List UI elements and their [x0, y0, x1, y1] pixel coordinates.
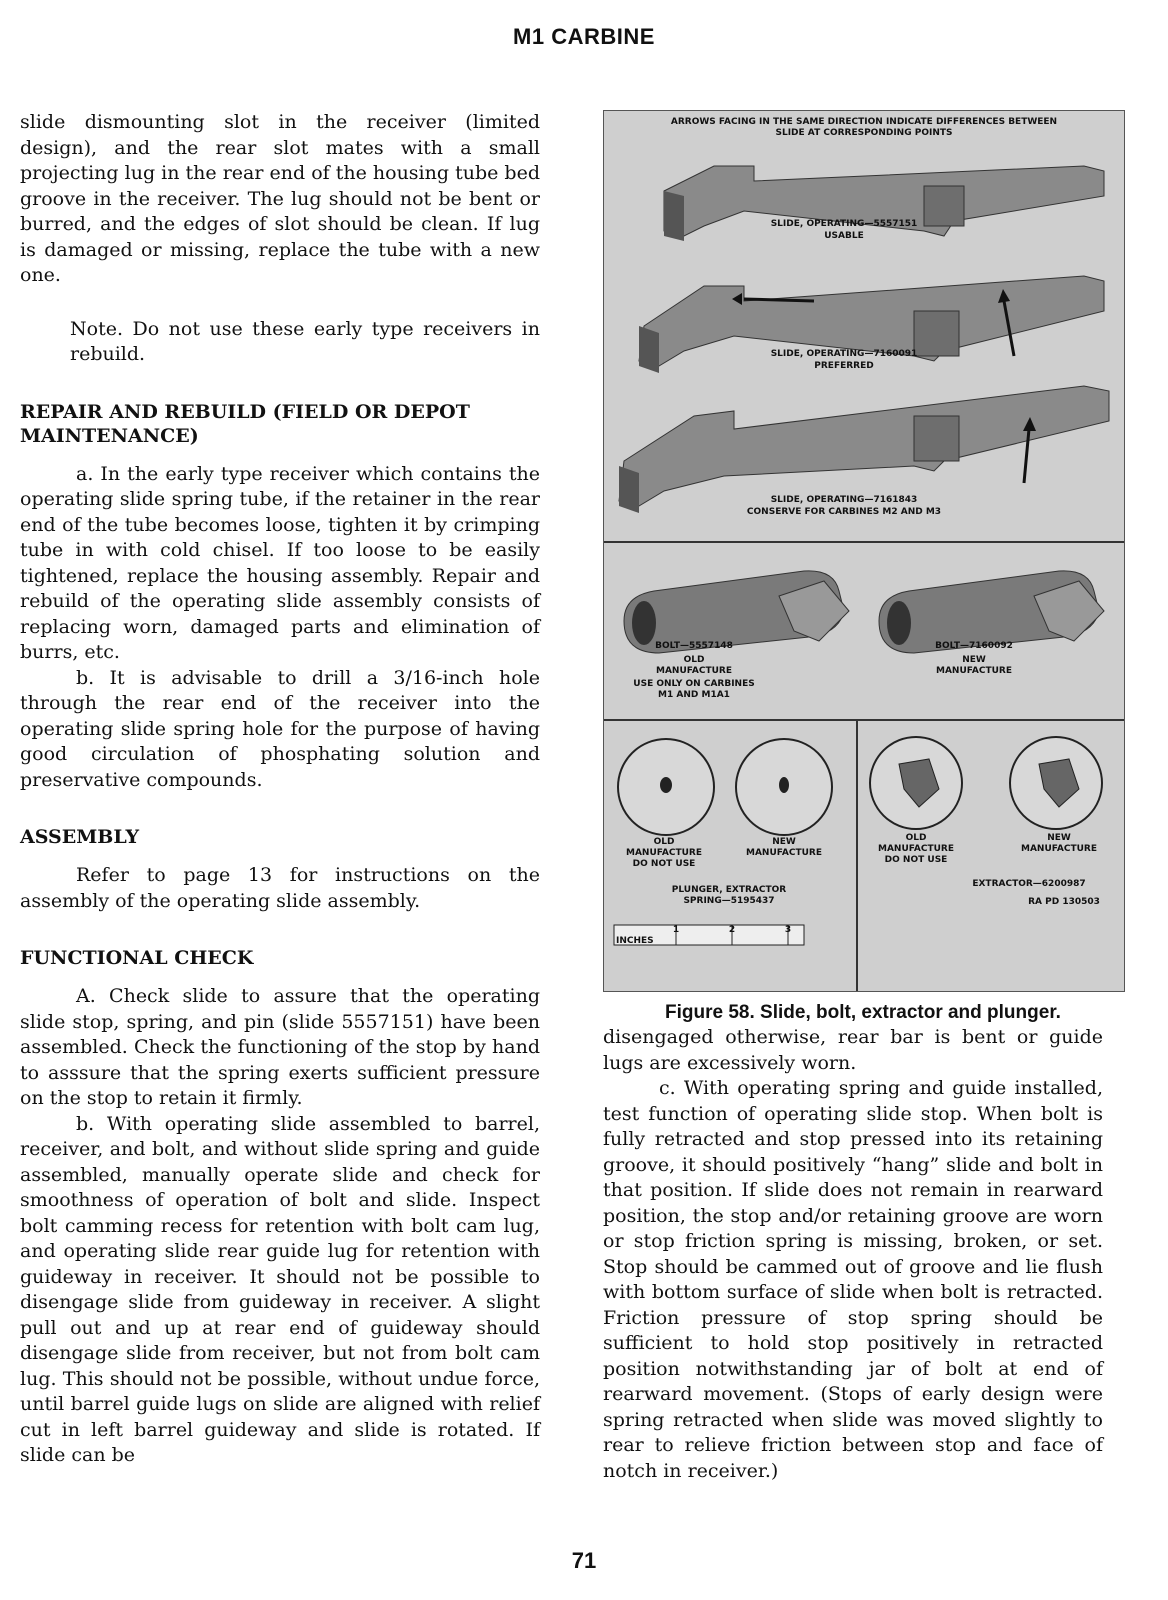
bolt-new-manufacture: MANUFACTURE: [936, 666, 1012, 676]
plunger-old-manufacture: MANUFACTURE: [626, 848, 702, 858]
paragraph-repair-b: b. It is advisable to drill a 3/16-inch hole through the rear end of the receiver into the operating slide spring hole for the purpose of having good circulation of phosphating solution and preservative compounds.: [20, 666, 540, 791]
bolt-old-models: M1 AND M1A1: [658, 690, 730, 700]
plunger-old-drawing: [618, 739, 714, 835]
scale-number-2: 2: [728, 925, 736, 935]
extractor-old-manufacture: MANUFACTURE: [878, 844, 954, 854]
right-column: [603, 1025, 1103, 1484]
extractor-new-drawing: [1010, 737, 1102, 829]
plunger-part-number: SPRING—5195437: [683, 896, 775, 906]
heading-repair-rebuild: REPAIR AND REBUILD (FIELD OR DEPOT MAINTENANCE): [20, 400, 470, 447]
extractor-old-drawing: [870, 737, 962, 829]
paragraph-check-A: A. Check slide to assure that the operating slide stop, spring, and pin (slide 5557151) have been assembled. Check the functioning of the stop by hand to asssure that the spring exerts sufficient pressure on the stop to retain it firmly.: [20, 985, 540, 1109]
figure-slides-panel: [604, 111, 1124, 543]
paragraph-continued: disengaged otherwise, rear bar is bent or guide lugs are excessively worn.: [603, 1026, 1103, 1074]
paragraph-repair-a: a. In the early type receiver which contains the operating slide spring tube, if the retainer in the rear end of the tube becomes loose, tighten it by crimping tube in with cold chisel. If too loose to be easily tightened, replace the housing assembly. Repair and rebuild of the operating slide assembly consists of replacing worn, damaged parts and elimination of burrs, etc.: [20, 462, 540, 663]
extractor-part-number: EXTRACTOR—6200987: [972, 879, 1086, 889]
page-number: 71: [571, 1548, 597, 1573]
heading-functional-check: FUNCTIONAL CHECK: [20, 947, 254, 969]
heading-assembly: ASSEMBLY: [20, 826, 140, 848]
figure-caption: Figure 58. Slide, bolt, extractor and plunger.: [665, 1002, 1061, 1023]
slide3-label-number: SLIDE, OPERATING—7161843: [770, 495, 918, 505]
slide-7161843-drawing: [619, 386, 1109, 513]
paragraph-continuation: slide dismounting slot in the receiver (limited design), and the rear slot mates with a small projecting lug in the rear end of the housing tube bed groove in the receiver. The lug should not be bent or burred, and the edges of slot should be clean. If lug is damaged or missing, replace the tube with a new one.: [20, 111, 540, 286]
extractor-old-status: OLD: [905, 833, 927, 843]
bolt-old-manufacture: MANUFACTURE: [656, 666, 732, 676]
plunger-old-status: OLD: [653, 837, 675, 847]
bolt-new-status: NEW: [962, 655, 986, 665]
plunger-part-name: PLUNGER, EXTRACTOR: [671, 885, 787, 895]
figure-58: [603, 110, 1125, 992]
paragraph-check-c: c. With operating spring and guide installed, test function of operating slide stop. When bolt is fully retracted and stop pressed into its retaining groove, it should positively “hang” slide and bolt in that position. If slide does not remain in rearward position, the stop and/or retaining groove are worn or stop friction spring is missing, broken, or set. Stop should be cammed out of groove and lie flush with bottom surface of slide when bolt is retracted. Friction pressure of stop spring should be sufficient to hold stop positively in retracted position notwithstanding jar of bolt at end of rearward movement. (Stops of early design were spring retracted when slide was moved slightly to rear to relieve friction between stop and face of notch in receiver.): [603, 1077, 1103, 1482]
scale-number-1: 1: [672, 925, 680, 935]
page-header: M1 CARBINE: [513, 24, 655, 49]
plunger-new-drawing: [736, 739, 832, 835]
paragraph-assembly: Refer to page 13 for instructions on the assembly of the operating slide assembly.: [20, 864, 540, 912]
extractor-new-manufacture: MANUFACTURE: [1021, 844, 1097, 854]
slide2-label-number: SLIDE, OPERATING—7160091: [770, 349, 918, 359]
slides-illustration: [604, 111, 1124, 541]
plunger-new-status: NEW: [772, 837, 796, 847]
bolt-new-number: BOLT—7160092: [935, 641, 1013, 651]
slide1-label-number: SLIDE, OPERATING—5557151: [770, 219, 918, 229]
note-paragraph: Note. Do not use these early type receivers in rebuild.: [70, 317, 540, 365]
ra-pd-number: RA PD 130503: [1028, 897, 1100, 907]
figure-top-note: ARROWS FACING IN THE SAME DIRECTION INDICATE DIFFERENCES BETWEEN SLIDE AT CORRESPONDING POINTS: [670, 117, 1058, 138]
plunger-new-manufacture: MANUFACTURE: [746, 848, 822, 858]
bolt-old-number: BOLT—5557148: [655, 641, 733, 651]
extractor-old-warning: DO NOT USE: [884, 855, 948, 865]
figure-bolts-panel: [604, 541, 1124, 721]
figure-plunger-extractor-panel: [604, 719, 1124, 991]
left-column: [20, 110, 540, 1469]
bolt-old-status: OLD: [683, 655, 705, 665]
scale-label: INCHES: [616, 936, 654, 946]
paragraph-check-b: b. With operating slide assembled to barrel, receiver, and bolt, and without slide spring and guide assembled, manually operate slide and check for smoothness of operation of bolt and slide. Inspect bolt camming recess for retention with bolt cam lug, and operating slide rear guide lug for retention with guideway in receiver. It should not be possible to disengage slide from guideway in receiver. A slight pull out and up at rear end of guideway should disengage slide from receiver, but not from bolt cam lug. This should not be possible, without undue force, until barrel guide lugs on slide are aligned with relief cut in left barrel guideway and slide is rotated. If slide can be: [20, 1112, 540, 1466]
slide3-label-status: CONSERVE FOR CARBINES M2 AND M3: [746, 507, 942, 517]
slide2-label-status: PREFERRED: [814, 361, 874, 371]
bolt-old-usage: USE ONLY ON CARBINES: [633, 679, 755, 689]
plunger-old-warning: DO NOT USE: [632, 859, 696, 869]
slide1-label-status: USABLE: [824, 231, 864, 241]
extractor-new-status: NEW: [1047, 833, 1071, 843]
scale-number-3: 3: [784, 925, 792, 935]
